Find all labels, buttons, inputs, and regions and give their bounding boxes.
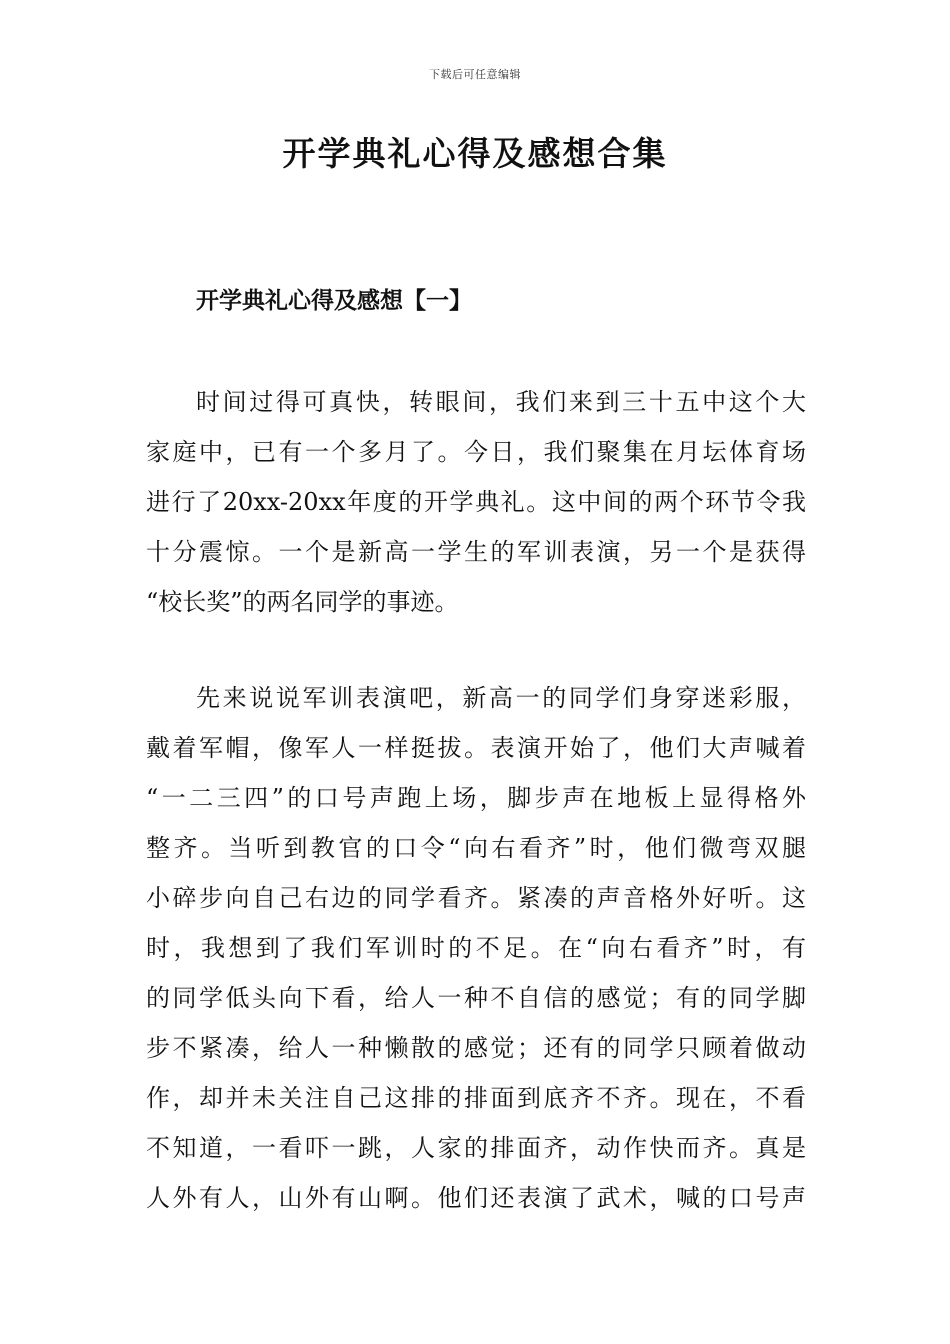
paragraph-line: 小碎步向自己右边的同学看齐。紧凑的声音格外好听。这	[146, 884, 806, 912]
paragraph-line: 作，却并未关注自己这排的排面到底齐不齐。现在，不看	[146, 1084, 806, 1112]
paragraph-line: 先来说说军训表演吧，新高一的同学们身穿迷彩服，	[196, 684, 806, 712]
paragraph-line: 家庭中，已有一个多月了。今日，我们聚集在月坛体育场	[146, 438, 806, 466]
paragraph-line: “一二三四”的口号声跑上场，脚步声在地板上显得格外	[146, 784, 806, 812]
header-note: 下载后可任意编辑	[429, 68, 521, 81]
paragraph-line: 整齐。当听到教官的口令“向右看齐”时，他们微弯双腿	[146, 834, 806, 862]
paragraph-line: 时，我想到了我们军训时的不足。在“向右看齐”时，有	[146, 934, 806, 962]
section-heading: 开学典礼心得及感想【一】	[196, 287, 472, 314]
paragraph-2	[146, 673, 806, 1223]
paragraph-line: 戴着军帽，像军人一样挺拔。表演开始了，他们大声喊着	[146, 734, 806, 762]
paragraph-line: 步不紧凑，给人一种懒散的感觉；还有的同学只顾着做动	[146, 1034, 806, 1062]
paragraph-line: 的同学低头向下看，给人一种不自信的感觉；有的同学脚	[146, 984, 806, 1012]
paragraph-line: 人外有人，山外有山啊。他们还表演了武术，喊的口号声	[146, 1184, 806, 1212]
paragraph-line: 时间过得可真快，转眼间，我们来到三十五中这个大	[196, 388, 806, 416]
paragraph-line: 不知道，一看吓一跳，人家的排面齐，动作快而齐。真是	[146, 1134, 806, 1162]
document-title: 开学典礼心得及感想合集	[282, 134, 668, 173]
paragraph-line: 进行了20xx-20xx年度的开学典礼。这中间的两个环节令我	[146, 488, 806, 516]
paragraph-line: “校长奖”的两名同学的事迹。	[146, 588, 459, 616]
paragraph-1	[146, 377, 806, 627]
paragraph-line: 十分震惊。一个是新高一学生的军训表演，另一个是获得	[146, 538, 806, 566]
